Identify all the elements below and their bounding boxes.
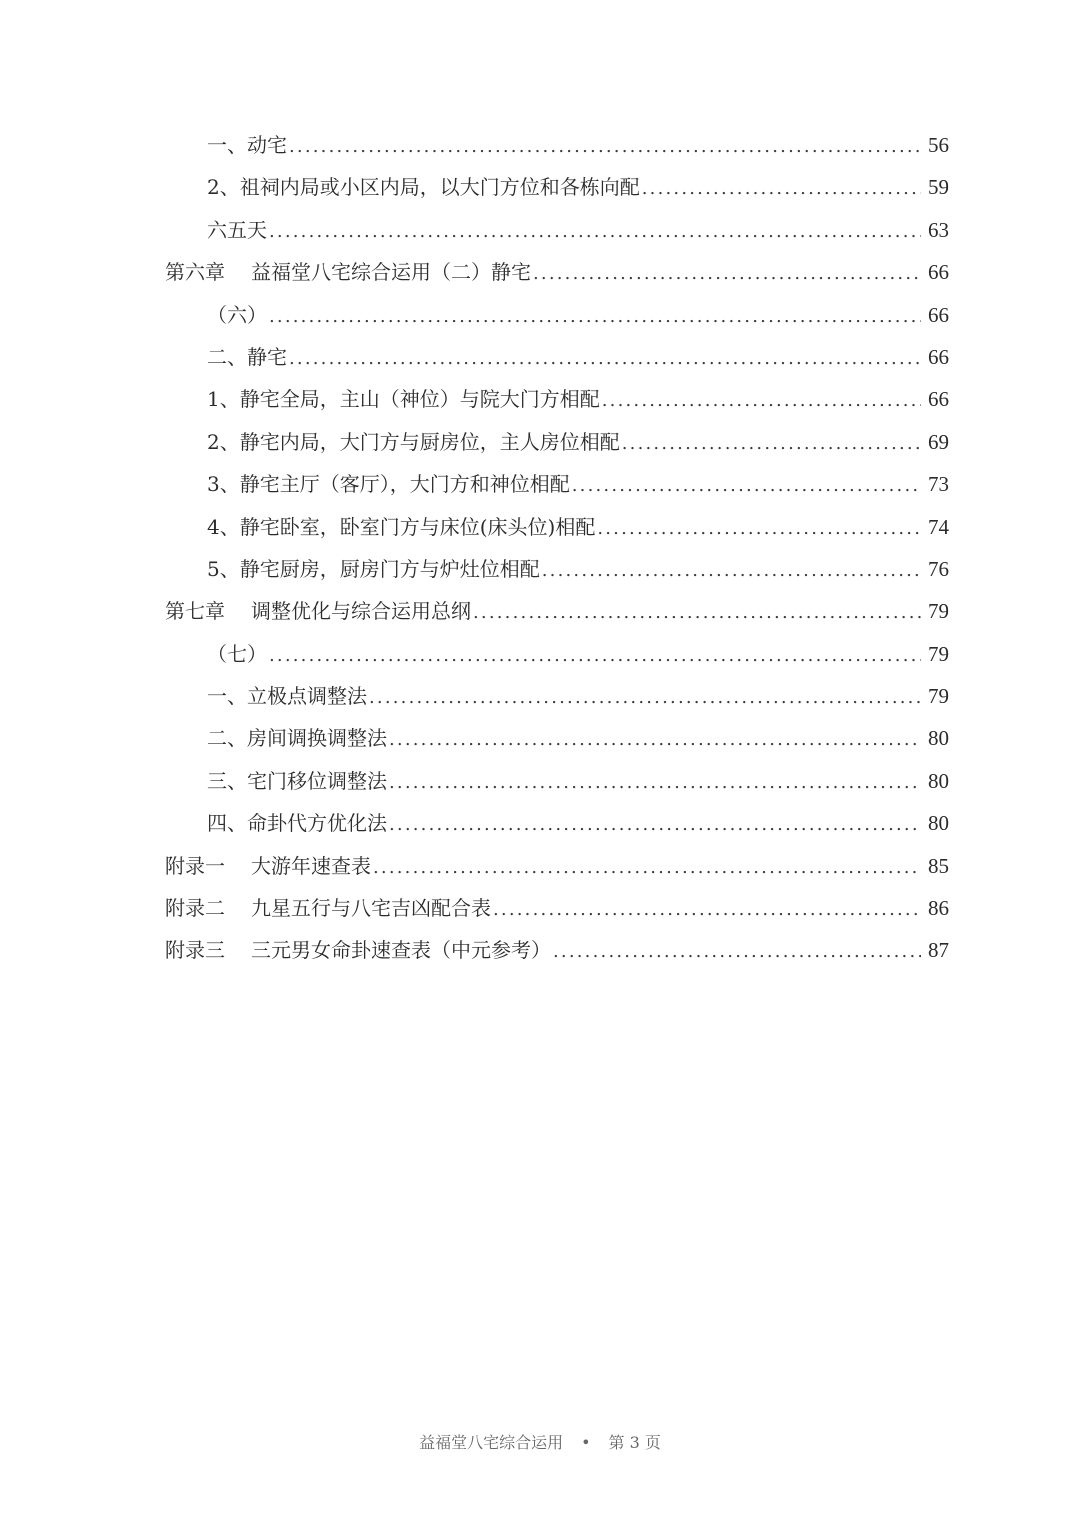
toc-entry-heading (207, 802, 387, 844)
toc-entry (165, 633, 949, 675)
toc-entry-title: 三、宅门移位调整法 (207, 768, 387, 793)
toc-page-number: 69 (928, 429, 949, 454)
footer-page-number: 第 3 页 (608, 1433, 661, 1452)
toc-dot-leader (572, 465, 921, 507)
toc-entry-title: 益福堂八宅综合运用（二）静宅 (251, 260, 531, 285)
toc-dot-leader (622, 423, 921, 465)
toc-entry-heading (207, 548, 540, 590)
toc-entry (165, 124, 949, 166)
toc-entry-heading (207, 717, 387, 759)
toc-entry-title: 2、静宅内局，大门方与厨房位，主人房位相配 (207, 429, 620, 454)
toc-entry-title: 一、动宅 (207, 133, 287, 157)
toc-entry-heading (207, 378, 600, 420)
toc-entry-title: 2、祖祠内局或小区内局，以大门方位和各栋向配 (207, 175, 640, 200)
toc-entry (165, 251, 949, 293)
toc-entry-title: 九星五行与八宅吉凶配合表 (251, 896, 491, 921)
toc-page-number: 86 (928, 896, 949, 921)
toc-page-number: 66 (928, 302, 949, 327)
toc-entry-heading (207, 675, 367, 717)
toc-entry (165, 421, 949, 463)
toc-entry (165, 717, 949, 759)
toc-dot-leader (473, 592, 921, 634)
toc-entry-heading (207, 294, 267, 336)
toc-dot-leader (389, 804, 921, 846)
toc-page-number: 79 (928, 684, 949, 709)
toc-page-number: 74 (928, 514, 949, 539)
toc-chapter-number: 附录二 (165, 896, 225, 921)
toc-entry-heading (207, 633, 267, 675)
toc-dot-leader (602, 380, 921, 422)
page-footer (0, 1430, 1080, 1453)
toc-entry-heading (207, 463, 570, 505)
toc-entry-title: （七） (207, 641, 267, 666)
toc-entry-heading (207, 760, 387, 802)
toc-page-number: 80 (928, 768, 949, 793)
toc-entry (165, 845, 949, 887)
toc-entry-heading (165, 887, 491, 929)
toc-dot-leader (493, 889, 921, 931)
toc-page-number: 79 (928, 641, 949, 666)
toc-entry-title: （六） (207, 302, 267, 327)
toc-entry (165, 760, 949, 802)
toc-entry (165, 378, 949, 420)
footer-separator: • (581, 1433, 591, 1452)
toc-entry-title: 一、立极点调整法 (207, 684, 367, 709)
toc-entry (165, 209, 949, 251)
toc-dot-leader (269, 296, 921, 338)
toc-entry-heading (207, 209, 267, 251)
toc-entry-title: 三元男女命卦速查表（中元参考） (251, 938, 551, 963)
toc-entry-heading (165, 251, 531, 293)
toc-entry (165, 802, 949, 844)
toc-entry (165, 675, 949, 717)
toc-chapter-number: 第六章 (165, 260, 225, 285)
toc-dot-leader (542, 550, 921, 592)
toc-dot-leader (533, 253, 921, 295)
toc-dot-leader (289, 338, 921, 380)
toc-dot-leader (369, 677, 921, 719)
toc-page-number: 73 (928, 472, 949, 497)
toc-dot-leader (642, 168, 921, 210)
toc-entry-heading (207, 336, 287, 378)
toc-dot-leader (269, 211, 921, 253)
toc-page-number: 63 (928, 217, 949, 242)
toc-entry-title: 5、静宅厨房，厨房门方与炉灶位相配 (207, 556, 540, 581)
toc-entry-heading (207, 506, 595, 548)
toc-dot-leader (289, 126, 921, 168)
toc-entry-title: 1、静宅全局，主山（神位）与院大门方相配 (207, 387, 600, 412)
toc-page-number: 66 (928, 387, 949, 412)
toc-entry (165, 548, 949, 590)
toc-chapter-number: 第七章 (165, 599, 225, 624)
toc-entry-heading (165, 590, 471, 632)
toc-dot-leader (597, 508, 921, 550)
toc-entry-title: 二、静宅 (207, 344, 287, 369)
toc-entry-title: 六五天 (207, 217, 267, 242)
toc-entry-heading (165, 845, 371, 887)
toc-page-number: 66 (928, 260, 949, 285)
toc-page-number: 80 (928, 726, 949, 751)
toc-entry-title: 调整优化与综合运用总纲 (251, 599, 471, 624)
toc-dot-leader (389, 762, 921, 804)
toc-page-number: 56 (928, 133, 949, 157)
toc-entry-heading (207, 166, 640, 208)
toc-chapter-number: 附录三 (165, 938, 225, 963)
toc-page-number: 76 (928, 556, 949, 581)
toc-page-number: 79 (928, 599, 949, 624)
toc-dot-leader (389, 719, 921, 761)
footer-title: 益福堂八宅综合运用 (419, 1433, 564, 1452)
toc-dot-leader (373, 847, 921, 889)
toc-page-number: 87 (928, 938, 949, 963)
toc-entry (165, 336, 949, 378)
toc-page-number: 66 (928, 344, 949, 369)
toc-entry (165, 463, 949, 505)
toc-entry-heading (207, 124, 287, 166)
toc-page-number: 59 (928, 175, 949, 200)
toc-entry-title: 3、静宅主厅（客厅），大门方和神位相配 (207, 472, 570, 497)
toc-entry (165, 887, 949, 929)
toc-page-number: 85 (928, 853, 949, 878)
toc-entry-title: 大游年速查表 (251, 853, 371, 878)
toc-entry (165, 294, 949, 336)
toc-entry (165, 590, 949, 632)
toc-entry (165, 929, 949, 971)
toc-dot-leader (269, 635, 921, 677)
toc-dot-leader (553, 931, 921, 973)
toc-entry-heading (207, 421, 620, 463)
toc-entry (165, 506, 949, 548)
toc-entry (165, 166, 949, 208)
toc-entry-title: 四、命卦代方优化法 (207, 811, 387, 836)
table-of-contents (165, 124, 949, 972)
toc-entry-heading (165, 929, 551, 971)
toc-page-number: 80 (928, 811, 949, 836)
toc-entry-title: 4、静宅卧室，卧室门方与床位(床头位)相配 (207, 514, 596, 539)
toc-entry-title: 二、房间调换调整法 (207, 726, 387, 751)
toc-chapter-number: 附录一 (165, 853, 225, 878)
